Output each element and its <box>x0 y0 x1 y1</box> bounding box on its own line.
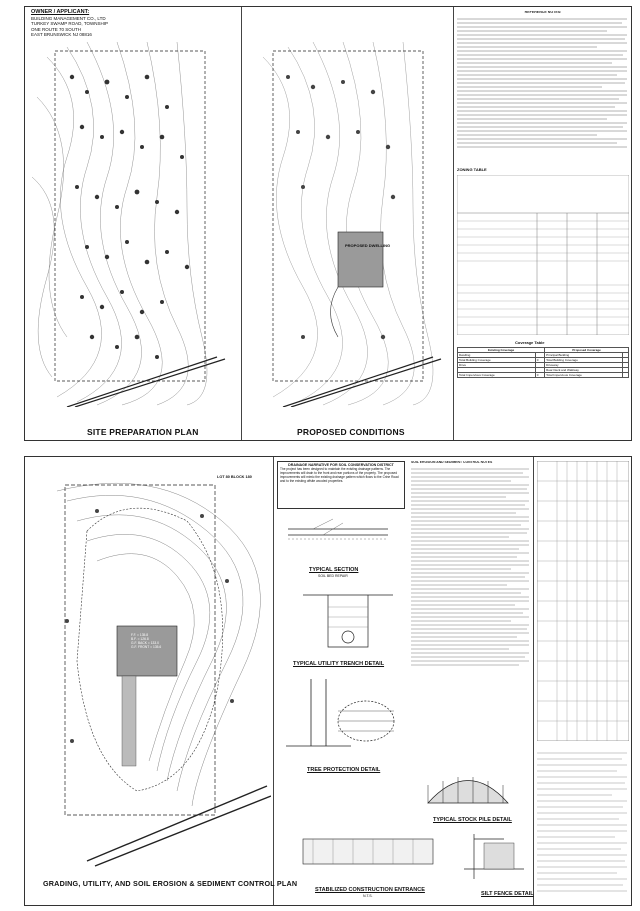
tree-protection-title: TREE PROTECTION DETAIL <box>307 767 381 773</box>
owner-line: EAST BRUNSWICK NJ 08816 <box>31 32 92 37</box>
soil-notes-text-lines <box>411 465 529 755</box>
typical-section-sub: SOIL BED REPAIR <box>318 574 348 578</box>
construction-entrance-detail <box>283 829 453 879</box>
zoning-table <box>457 175 629 335</box>
lot-label: LOT 80 BLOCK 180 <box>217 475 252 479</box>
ff-label: F.F. = 135.8 <box>131 633 149 637</box>
table-cell: Principal Building <box>545 353 623 358</box>
table-cell: 0 <box>535 358 544 363</box>
zoning-heading: ZONING TABLE <box>457 167 487 172</box>
utility-trench-detail <box>293 587 403 657</box>
narrative-heading: DRAINAGE NARRATIVE FOR SOIL CONSERVATION DISTRICT <box>288 463 394 467</box>
table-cell: Total Building Coverage <box>545 358 623 363</box>
coverage-col-header: Proposed Coverage <box>545 348 629 353</box>
table-cell: Dwelling <box>458 353 536 358</box>
top-plan-sheet <box>24 6 632 441</box>
narrative-text: The project has been designed to maintain the existing drainage patterns. The improvements will drain to the front and rear portions of the property. The proposed improvements will mimic the existing drainage pattern which flows to the Crine Road and to the existing offsite wooded properties. <box>280 466 399 483</box>
sheet-gap <box>0 441 640 456</box>
typical-section-detail <box>283 515 393 563</box>
ff-label-block <box>131 633 161 649</box>
table-cell: Driveway <box>545 363 623 368</box>
table-cell: Rear Deck and Walkway <box>545 368 623 373</box>
proposed-dwelling-label: PROPOSED DWELLING <box>345 243 391 248</box>
panel-divider <box>533 457 534 906</box>
table-cell: 0 <box>535 373 544 378</box>
soil-notes-heading: SOIL EROSION AND SEDIMENT CONTROL NOTES <box>411 461 493 464</box>
stockpile-detail <box>413 763 523 813</box>
site-prep-title: SITE PREPARATION PLAN <box>87 427 199 437</box>
table-cell: Drive <box>458 363 536 368</box>
owner-block <box>31 10 108 38</box>
coverage-title: Coverage Table <box>515 340 545 345</box>
silt-fence-detail <box>459 829 531 887</box>
coverage-table <box>457 347 629 378</box>
proposed-title: PROPOSED CONDITIONS <box>297 427 405 437</box>
owner-line: BUILDING MANAGEMENT CO., LTD <box>31 15 106 21</box>
drainage-narrative <box>277 461 405 509</box>
panel-divider <box>453 7 454 441</box>
grading-title: GRADING, UTILITY, AND SOIL EROSION & SEDIMENT CONTROL PLAN <box>43 879 298 888</box>
owner-line: ONE ROUTE 70 SOUTH <box>31 26 82 32</box>
table-cell: Total Building Coverage <box>458 358 536 363</box>
bottom-plan-sheet <box>24 456 632 906</box>
table-row <box>458 373 629 378</box>
stockpile-title: TYPICAL STOCK PILE DETAIL <box>433 817 512 823</box>
proposed-dwelling-footprint <box>338 232 383 287</box>
proposed-drawing <box>243 37 451 407</box>
notes-heading: REFERENCE NOTES: <box>524 11 562 14</box>
notes-text-lines <box>457 15 627 155</box>
owner-heading: OWNER / APPLICANT: <box>31 9 90 15</box>
ff-label: G.F. FRONT = 135.6 <box>131 645 162 649</box>
utility-trench-title: TYPICAL UTILITY TRENCH DETAIL <box>293 661 385 667</box>
construction-entrance-title: STABILIZED CONSTRUCTION ENTRANCE <box>315 887 425 893</box>
reference-notes <box>457 11 629 161</box>
table-cell: Total Impervious Coverage <box>458 373 536 378</box>
panel-divider <box>273 457 274 906</box>
nts-label: N.T.S. <box>363 894 373 898</box>
silt-fence-title: SILT FENCE DETAIL <box>481 891 534 897</box>
panel-divider <box>241 7 242 441</box>
right-notes-lines <box>537 747 629 897</box>
soil-erosion-notes <box>411 461 529 761</box>
site-prep-drawing <box>27 37 239 407</box>
ff-label: B.F. = 126.8 <box>131 637 149 641</box>
coverage-col-header: Existing Coverage <box>458 348 545 353</box>
right-schedule-table <box>537 461 629 741</box>
table-cell <box>622 373 628 378</box>
ff-label: G.F. BACK = 133.0 <box>131 641 159 645</box>
grading-plan-drawing <box>27 461 271 871</box>
table-cell: Total Impervious Coverage <box>545 373 623 378</box>
owner-line: TURKEY SWAMP ROAD, TOWNSHIP <box>31 21 109 26</box>
tree-protection-detail <box>281 671 401 761</box>
typical-section-title: TYPICAL SECTION <box>309 567 359 573</box>
